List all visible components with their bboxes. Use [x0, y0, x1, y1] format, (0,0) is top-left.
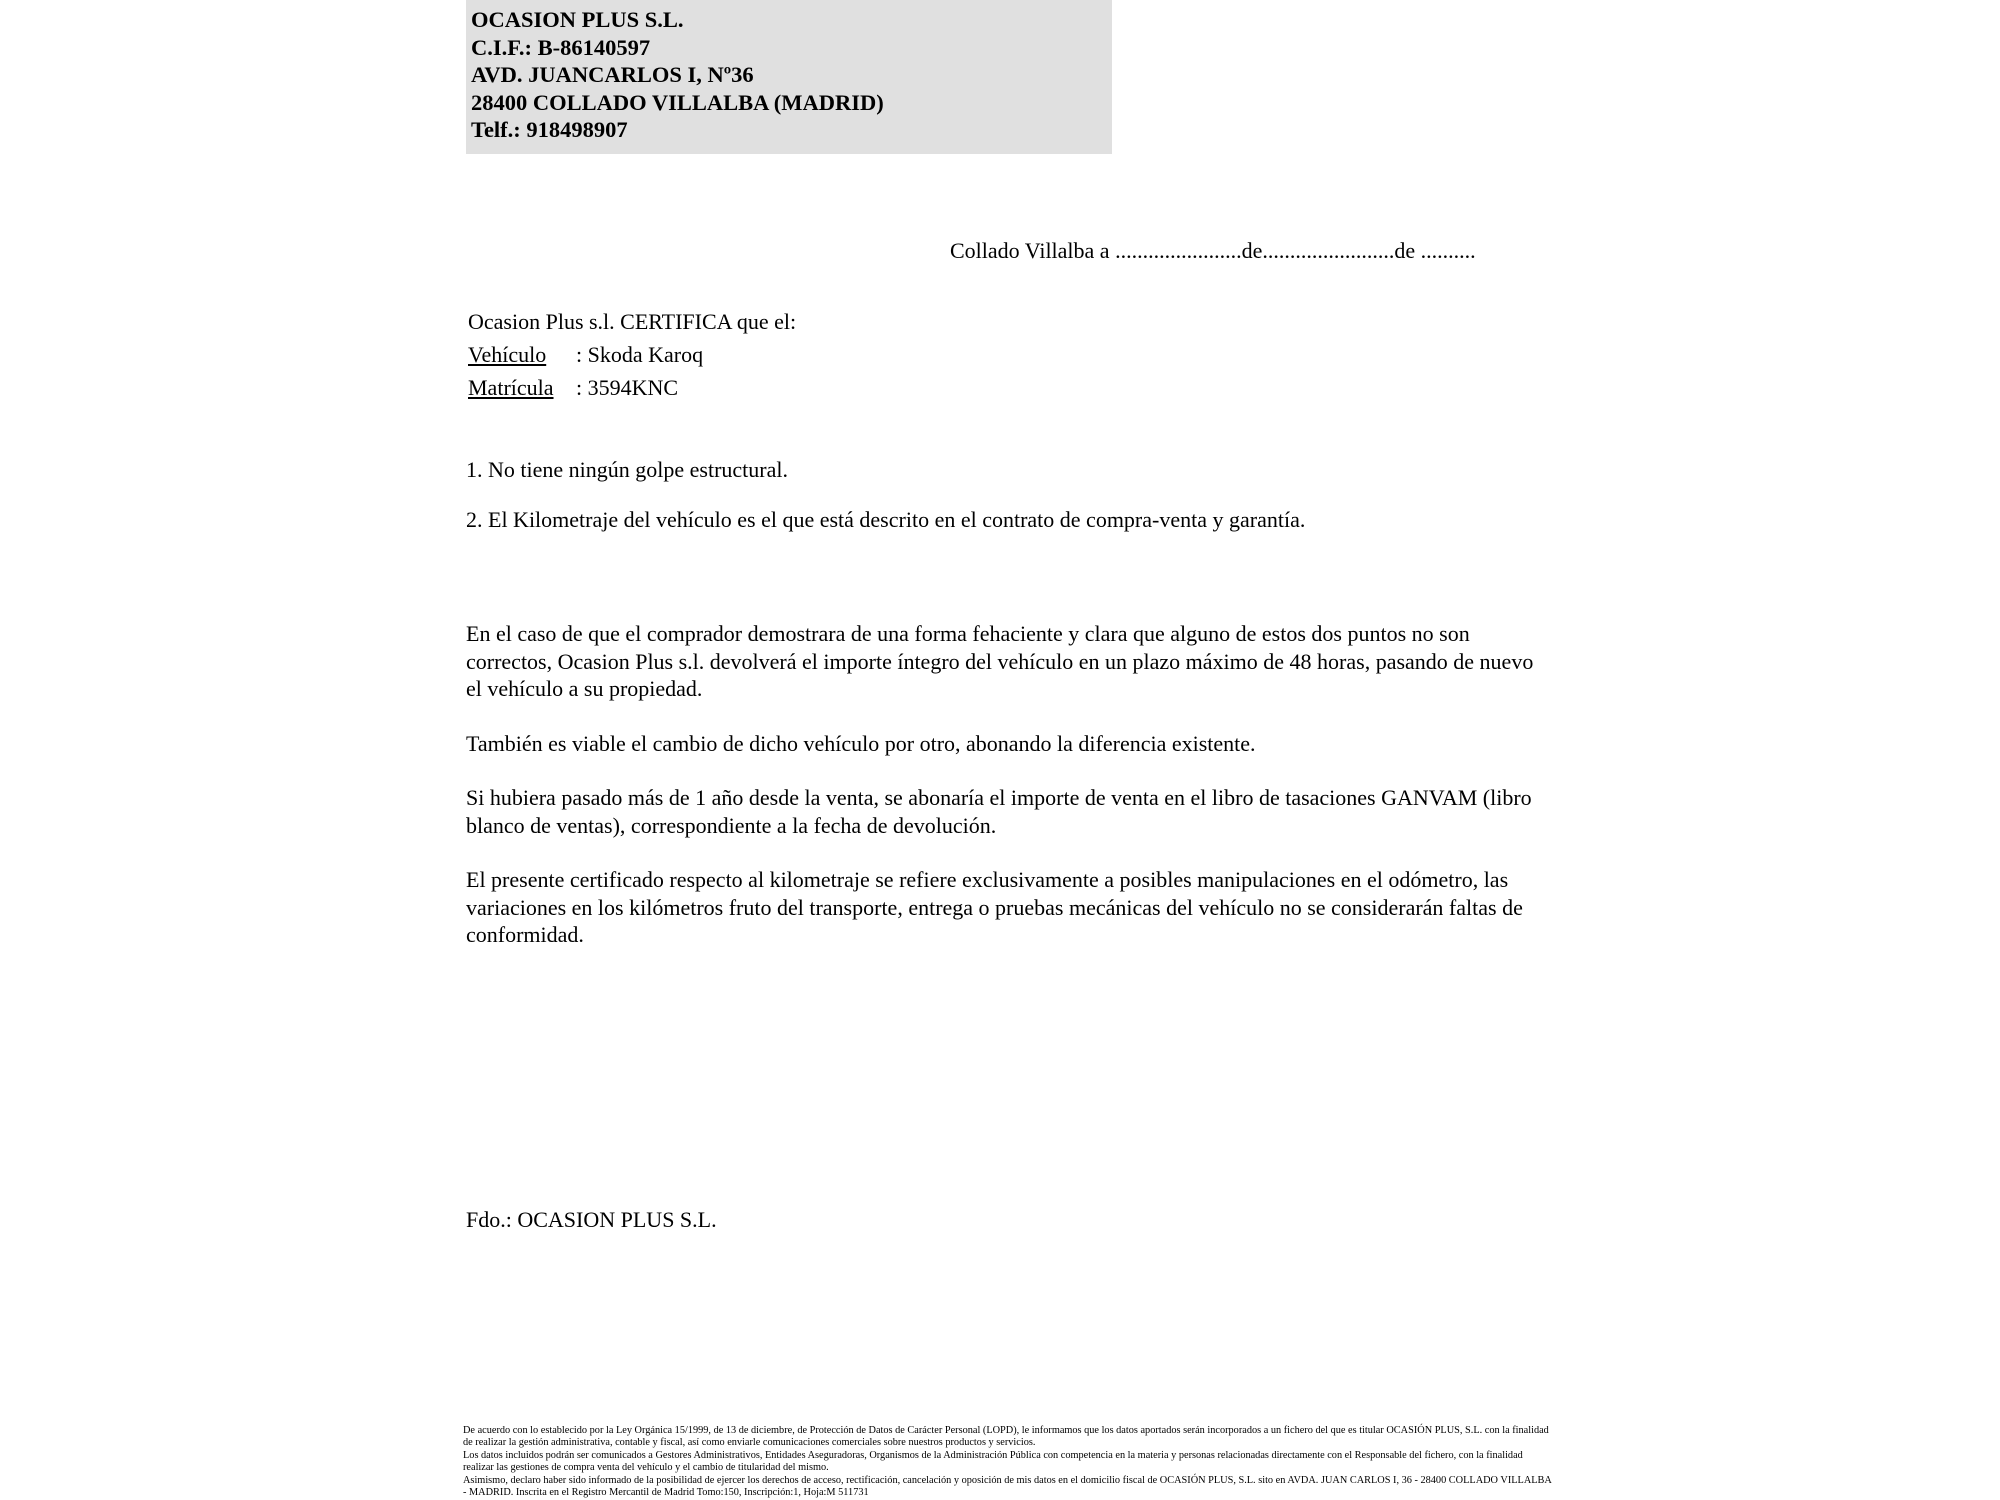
- plate-value: : 3594KNC: [576, 375, 679, 400]
- paragraph-odometer: El presente certificado respecto al kilometraje se refiere exclusivamente a posibles manipulaciones en el odómetro, las variaciones en los kilómetros fruto del transporte, entrega o pruebas mecánicas del vehículo no se considerarán faltas de conformidad.: [466, 867, 1523, 947]
- paragraph-exchange: También es viable el cambio de dicho vehículo por otro, abonando la diferencia existente.: [466, 730, 1256, 756]
- company-header-block: [466, 0, 1112, 154]
- signature-line: Fdo.: OCASION PLUS S.L.: [466, 1207, 717, 1232]
- company-cif: C.I.F.: B-86140597: [471, 34, 651, 60]
- legal-paragraph-1: De acuerdo con lo establecido por la Ley Orgánica 15/1999, de 13 de diciembre, de Protección de Datos de Carácter Personal (LOPD), le informamos que los datos aportados serán incorporados a un fichero del que es titular OCASIÓN PLUS, S.L. con la finalidad de realizar la gestión administrativa, contable y fiscal, así como enviarle comunicaciones comerciales sobre nuestros productos y servicios.: [463, 1425, 1549, 1449]
- paragraph-ganvam: Si hubiera pasado más de 1 año desde la venta, se abonaría el importe de venta en el libro de tasaciones GANVAM (libro blanco de ventas), correspondiente a la fecha de devolución.: [466, 785, 1532, 838]
- certified-points-list: [466, 457, 1526, 557]
- company-phone: Telf.: 918498907: [471, 117, 628, 142]
- date-line: Collado Villalba a .......................de........................de ..........: [950, 238, 1476, 263]
- certify-intro: Ocasion Plus s.l. CERTIFICA que el:: [468, 309, 797, 334]
- paragraph-refund: En el caso de que el comprador demostrara de una forma fehaciente y clara que alguno de estos dos puntos no son correctos, Ocasion Plus s.l. devolverá el importe íntegro del vehículo en un plazo máximo de 48 horas, pasando de nuevo el vehículo a su propiedad.: [466, 621, 1534, 701]
- company-city: 28400 COLLADO VILLALBA (MADRID): [471, 89, 884, 115]
- list-item: 2. El Kilometraje del vehículo es el que está descrito en el contrato de compra-venta y garantía.: [466, 507, 1306, 532]
- legal-footer: [463, 1425, 1553, 1499]
- company-address: AVD. JUANCARLOS I, Nº36: [471, 62, 754, 87]
- list-item: 1. No tiene ningún golpe estructural.: [466, 457, 788, 482]
- company-name: OCASION PLUS S.L.: [471, 7, 684, 32]
- legal-paragraph-2: Los datos incluidos podrán ser comunicados a Gestores Administrativos, Entidades Aseguradoras, Organismos de la Administración Pública con competencia en la materia y personas relacionadas directamente con el Responsable del fichero, con la finalidad realizar las gestiones de compra venta del vehículo y el cambio de titularidad del mismo.: [463, 1449, 1523, 1474]
- vehicle-label: Vehículo: [468, 342, 547, 367]
- legal-paragraph-3: Asimismo, declaro haber sido informado de la posibilidad de ejercer los derechos de acceso, rectificación, cancelación y oposición de mis datos en el domicilio fiscal de OCASIÓN PLUS, S.L. sito en AVDA. JUAN CARLOS I, 36 - 28400 COLLADO VILLALBA - MADRID. Inscrita en el Registro Mercantil de Madrid Tomo:150, Inscripción:1, Hoja:M 511731: [463, 1474, 1552, 1499]
- vehicle-row: [468, 338, 796, 371]
- certification-block: [468, 305, 796, 404]
- body-paragraphs: [466, 620, 1536, 976]
- plate-row: [468, 371, 796, 404]
- plate-label: Matrícula: [468, 375, 554, 400]
- vehicle-value: : Skoda Karoq: [576, 342, 704, 367]
